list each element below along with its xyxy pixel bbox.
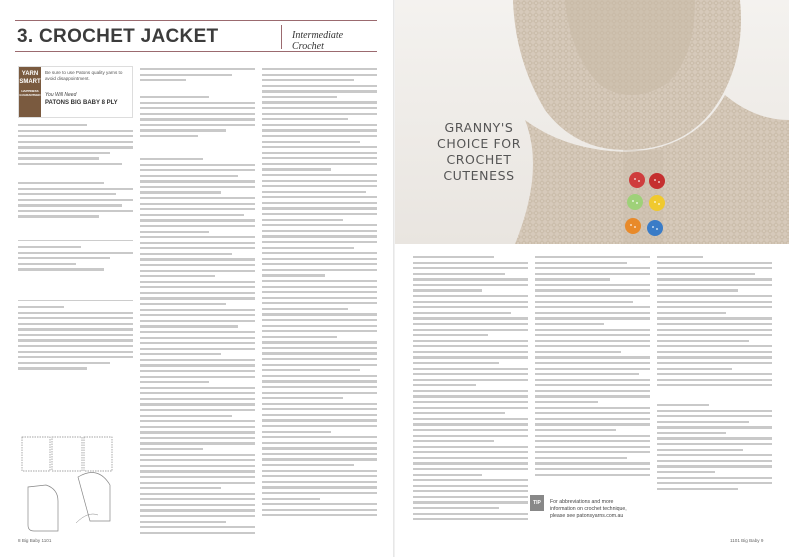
left-folio: 8 Big Baby 1101 <box>18 538 52 543</box>
hook-and-extras <box>18 246 133 292</box>
jacket-photo <box>395 0 789 244</box>
yarn-smart-box <box>18 66 133 118</box>
garment-diagram <box>18 405 136 545</box>
note-paragraph <box>140 68 255 90</box>
tip-badge: TIP <box>530 495 544 511</box>
yarn-smart-text: Be sure to use Patons quality yarns to avoid disappointment. <box>45 70 123 81</box>
materials-list <box>18 182 133 234</box>
tension-section <box>18 306 133 388</box>
right-page <box>395 0 789 557</box>
section-rule <box>18 240 133 241</box>
left-page <box>0 0 394 557</box>
you-will-need-label: You Will Need <box>45 92 77 98</box>
page-title: 3. CROCHET JACKET <box>17 26 219 47</box>
yarn-smart-logo: YARN SMART HAPPINESS GUARANTEED <box>19 67 41 117</box>
sleeves-instructions <box>535 256 650 488</box>
photo-caption: GRANNY'S CHOICE FOR CROCHET CUTENESS <box>437 120 521 183</box>
right-front-instructions <box>413 256 528 536</box>
left-front-instructions <box>262 68 377 538</box>
special-abbreviations <box>140 96 255 154</box>
tip-text: For abbreviations and more information on crochet technique, please see patonsyarns.com.au <box>550 499 627 519</box>
hood-instructions <box>657 256 772 396</box>
section-rule <box>18 300 133 301</box>
right-folio: 1101 Big Baby 9 <box>730 538 764 543</box>
yarn-name: PATONS BIG BABY 8 PLY <box>45 100 118 106</box>
diagram-svg <box>18 405 136 545</box>
tip-box <box>530 495 655 529</box>
title-bar <box>15 20 377 52</box>
skill-level: Intermediate Crochet <box>292 30 344 52</box>
to-make-up-instructions <box>657 404 772 514</box>
measurements-table <box>18 124 133 178</box>
body-instructions <box>140 158 255 538</box>
title-divider <box>281 25 282 49</box>
